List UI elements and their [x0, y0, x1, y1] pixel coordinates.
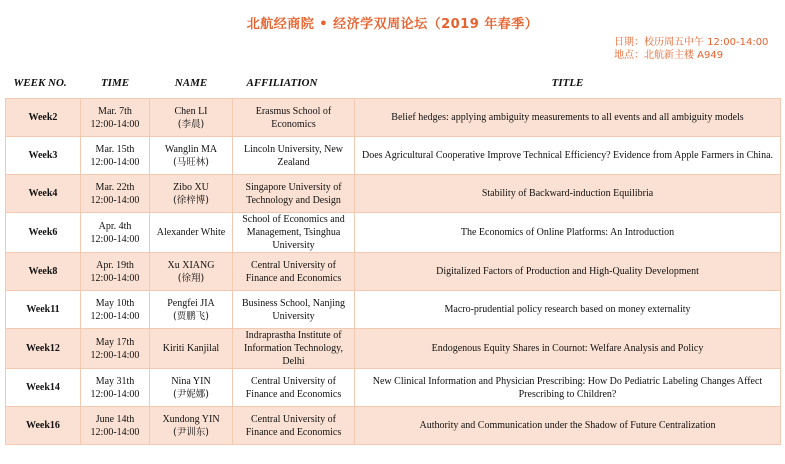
week-cell: Week8: [6, 253, 81, 291]
week-cell: Week3: [6, 137, 81, 175]
schedule-table: [5, 68, 781, 445]
time-cell: [81, 213, 150, 253]
speaker-name: Zibo XU: [173, 181, 209, 193]
affiliation-cell: School of Economics and Management, Tsinghua University: [233, 213, 355, 253]
table-row: [6, 291, 781, 329]
week-cell: Week11: [6, 291, 81, 329]
date-text: June 14th: [95, 413, 135, 425]
time-cell: [81, 369, 150, 407]
time-cell: [81, 137, 150, 175]
talk-title-cell: Does Agricultural Cooperative Improve Technical Efficiency? Evidence from Apple Farmers in China.: [355, 137, 781, 175]
affiliation-cell: Central University of Finance and Economics: [233, 253, 355, 291]
column-header-affiliation: AFFILIATION: [246, 77, 318, 89]
affiliation-cell: Erasmus School of Economics: [233, 99, 355, 137]
column-header-title: TITLE: [551, 77, 584, 89]
talk-title-cell: The Economics of Online Platforms: An Introduction: [355, 213, 781, 253]
location-info: 地点：北航新主楼 A949: [614, 50, 724, 61]
time-text: 12:00-14:00: [90, 388, 140, 400]
speaker-name: Kiriti Kanjilal: [162, 343, 220, 354]
date-text: Mar. 7th: [98, 105, 132, 117]
time-text: 12:00-14:00: [90, 310, 140, 322]
affiliation-cell: Singapore University of Technology and Design: [233, 175, 355, 213]
date-text: Mar. 15th: [95, 143, 135, 155]
time-text: 12:00-14:00: [90, 426, 140, 438]
affiliation-cell: Central University of Finance and Economics: [233, 407, 355, 445]
speaker-name-cn: (徐梓博): [173, 194, 209, 206]
speaker-name-cn: (李晨): [177, 118, 205, 130]
speaker-name: Xundong YIN: [162, 413, 220, 425]
date-text: Apr. 19th: [96, 259, 134, 271]
time-text: 12:00-14:00: [90, 272, 140, 284]
speaker-name-cn: (尹妮娜): [173, 388, 209, 400]
time-cell: [81, 253, 150, 291]
affiliation-cell: Business School, Nanjing University: [233, 291, 355, 329]
speaker-name-cn: (马旺林): [173, 156, 209, 168]
talk-title-cell: New Clinical Information and Physician Prescribing: How Do Pediatric Labeling Changes Affect Prescribing to Children?: [355, 369, 781, 407]
time-cell: [81, 99, 150, 137]
speaker-name: Nina YIN: [171, 375, 211, 387]
name-cell: [150, 369, 233, 407]
speaker-name: Xu XIANG: [167, 259, 215, 271]
date-text: May 17th: [95, 336, 135, 348]
date-info: 日期：校历周五中午 12:00-14:00: [614, 37, 769, 48]
name-cell: [150, 253, 233, 291]
talk-title-cell: Digitalized Factors of Production and High-Quality Development: [355, 253, 781, 291]
name-cell: [150, 213, 233, 253]
name-cell: [150, 407, 233, 445]
affiliation-cell: Central University of Finance and Economics: [233, 369, 355, 407]
page-title: 北航经商院 • 经济学双周论坛（2019 年春季）: [246, 17, 539, 32]
name-cell: [150, 137, 233, 175]
table-row: [6, 213, 781, 253]
talk-title-cell: Authority and Communication under the Shadow of Future Centralization: [355, 407, 781, 445]
name-cell: [150, 175, 233, 213]
time-text: 12:00-14:00: [90, 118, 140, 130]
speaker-name-cn: (徐翔): [177, 272, 205, 284]
table-row: [6, 329, 781, 369]
speaker-name: Chen LI: [174, 105, 208, 117]
week-cell: Week2: [6, 99, 81, 137]
time-text: 12:00-14:00: [90, 194, 140, 206]
week-cell: Week12: [6, 329, 81, 369]
column-header-week: WEEK NO.: [13, 77, 67, 89]
date-text: May 31th: [95, 375, 135, 387]
table-row: [6, 99, 781, 137]
time-text: 12:00-14:00: [90, 233, 140, 245]
time-cell: [81, 175, 150, 213]
speaker-name: Alexander White: [156, 227, 226, 238]
date-text: May 10th: [95, 297, 135, 309]
table-row: [6, 407, 781, 445]
table-row: [6, 369, 781, 407]
column-header-name: NAME: [174, 77, 208, 89]
talk-title-cell: Belief hedges: applying ambiguity measurements to all events and all ambiguity models: [355, 99, 781, 137]
talk-title-cell: Stability of Backward-induction Equilibria: [355, 175, 781, 213]
talk-title-cell: Macro-prudential policy research based on money externality: [355, 291, 781, 329]
speaker-name: Pengfei JIA: [167, 297, 215, 309]
talk-title-cell: Endogenous Equity Shares in Cournot: Welfare Analysis and Policy: [355, 329, 781, 369]
name-cell: [150, 329, 233, 369]
time-text: 12:00-14:00: [90, 156, 140, 168]
table-header-row: [6, 68, 781, 99]
week-cell: Week6: [6, 213, 81, 253]
week-cell: Week4: [6, 175, 81, 213]
affiliation-cell: Indraprastha Institute of Information Technology, Delhi: [233, 329, 355, 369]
column-header-time: TIME: [100, 77, 130, 89]
week-cell: Week14: [6, 369, 81, 407]
time-cell: [81, 291, 150, 329]
date-text: Mar. 22th: [95, 181, 135, 193]
table-row: [6, 137, 781, 175]
time-cell: [81, 329, 150, 369]
table-row: [6, 175, 781, 213]
name-cell: [150, 99, 233, 137]
time-text: 12:00-14:00: [90, 349, 140, 361]
affiliation-cell: Lincoln University, New Zealand: [233, 137, 355, 175]
date-text: Apr. 4th: [98, 220, 132, 232]
speaker-name-cn: (贾鹏飞): [173, 310, 209, 322]
time-cell: [81, 407, 150, 445]
speaker-name: Wanglin MA: [164, 143, 218, 155]
week-cell: Week16: [6, 407, 81, 445]
name-cell: [150, 291, 233, 329]
speaker-name-cn: (尹训东): [173, 426, 209, 438]
table-row: [6, 253, 781, 291]
